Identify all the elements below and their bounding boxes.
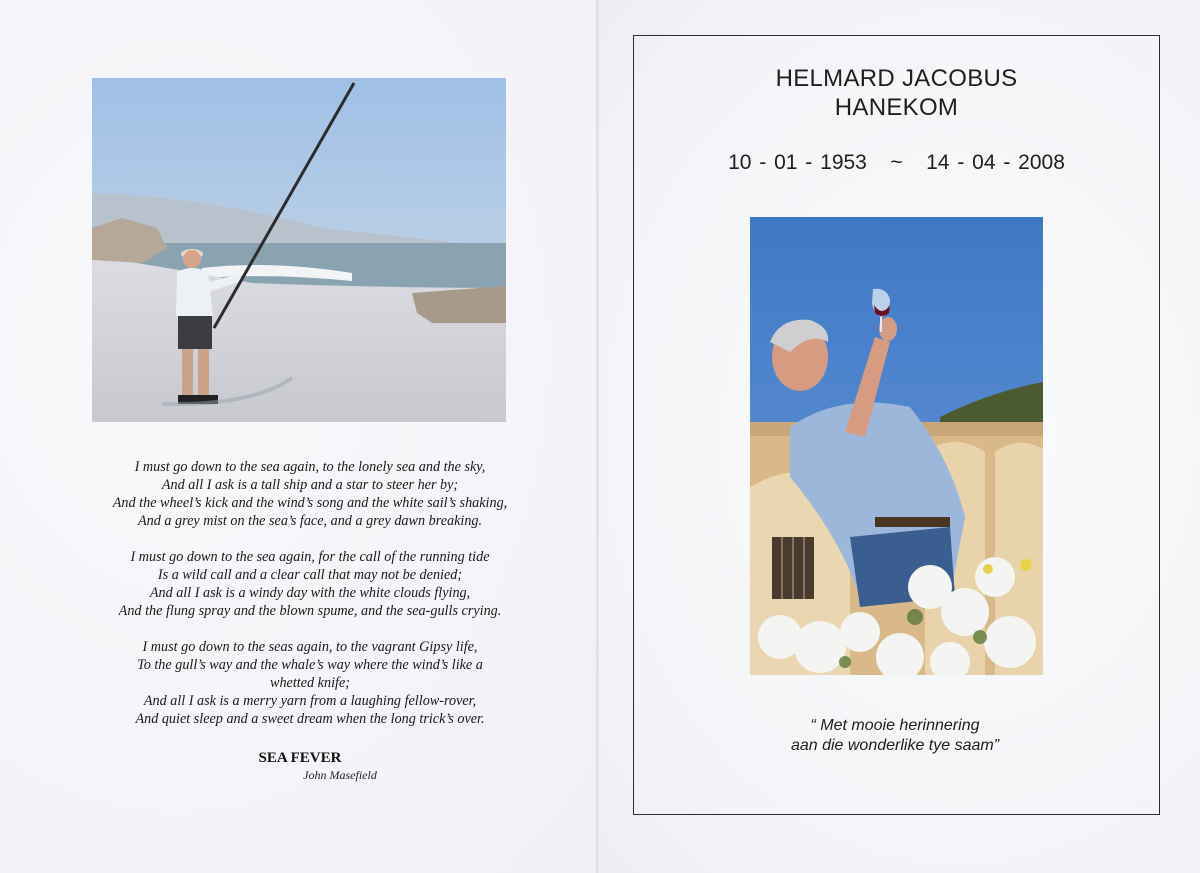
poem-stanza-3 <box>60 638 560 728</box>
poem-stanza-2 <box>60 548 560 620</box>
deceased-name <box>633 64 1160 122</box>
page-fold <box>596 0 599 873</box>
poem-line: And the flung spray and the blown spume, and the sea-gulls crying. <box>118 603 502 619</box>
poem-line: Is a wild call and a clear call that may not be denied; <box>157 567 463 583</box>
quote-line-1: “ Met mooie herinnering <box>810 717 980 734</box>
poem-stanza-1 <box>60 458 560 530</box>
poem-title: SEA FEVER <box>258 750 342 766</box>
name-line-1: HELMARD JACOBUS <box>775 65 1018 92</box>
memorial-quote <box>700 716 1090 756</box>
poem-line: I must go down to the sea again, for the call of the running tide <box>130 549 490 565</box>
fishing-photo <box>92 78 506 422</box>
poem-line: And all I ask is a windy day with the white clouds flying, <box>149 585 471 601</box>
poem-line: To the gull’s way and the whale’s way where the wind’s like a <box>137 657 483 673</box>
portrait-photo-image <box>750 217 1043 675</box>
poem-line: And the wheel’s kick and the wind’s song and the white sail’s shaking, <box>112 495 508 511</box>
poem-line: I must go down to the sea again, to the lonely sea and the sky, <box>134 459 486 475</box>
poem-line: I must go down to the seas again, to the vagrant Gipsy life, <box>142 639 478 655</box>
life-dates: 10 - 01 - 1953 ~ 14 - 04 - 2008 <box>728 151 1065 174</box>
poem-line: And all I ask is a merry yarn from a laughing fellow-rover, <box>143 693 477 709</box>
poem-line: And a grey mist on the sea’s face, and a grey dawn breaking. <box>137 513 483 529</box>
fishing-photo-image <box>92 78 506 422</box>
poem-line: And quiet sleep and a sweet dream when the long trick’s over. <box>135 711 485 727</box>
portrait-photo <box>750 217 1043 675</box>
poem-author: John Masefield <box>303 768 377 782</box>
quote-line-2: aan die wonderlike tye saam” <box>790 737 1000 754</box>
poem-line: And all I ask is a tall ship and a star to steer her by; <box>161 477 459 493</box>
name-line-2: HANEKOM <box>834 94 959 121</box>
poem <box>60 458 560 746</box>
poem-line: whetted knife; <box>270 675 350 691</box>
